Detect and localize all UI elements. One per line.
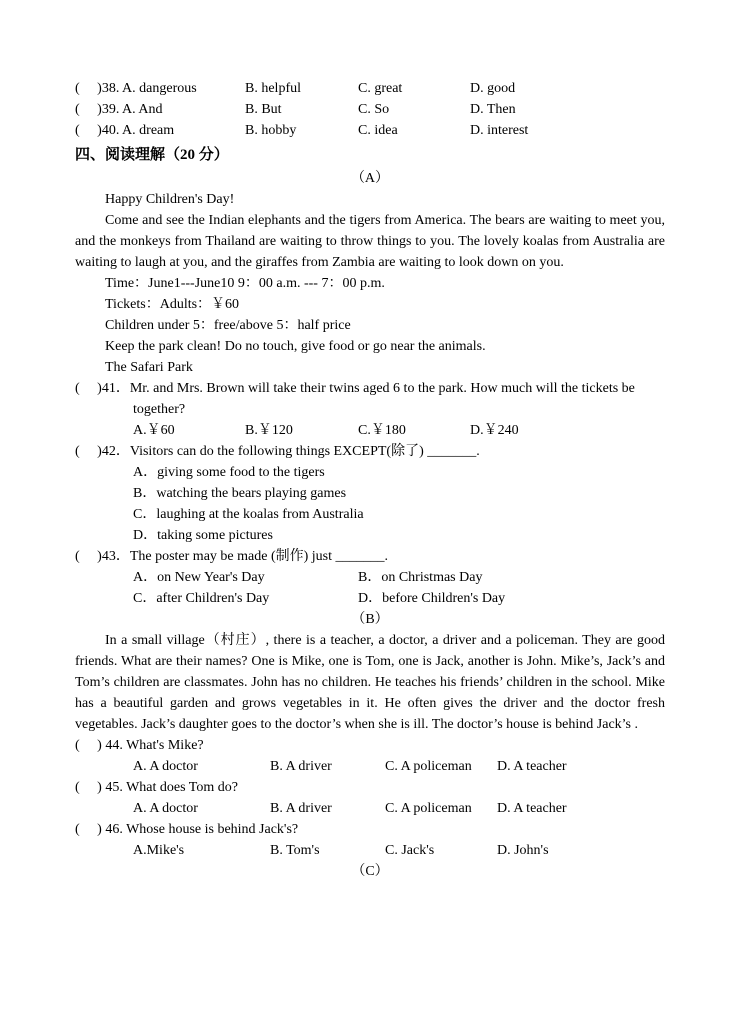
cloze-38-option-b: B. helpful — [245, 81, 301, 96]
question-43: ( )43．The poster may be made (制作) just _______. — [75, 549, 388, 564]
cloze-row-39 — [75, 99, 665, 120]
passage-b-marker: （B） — [351, 612, 389, 627]
question-45-options — [133, 798, 665, 819]
question-43-option-c: C．after Children's Day — [133, 591, 270, 606]
question-42-option-a: A．giving some food to the tigers — [133, 465, 325, 480]
question-43-options-row-1 — [133, 567, 665, 588]
question-46-option-d: D. John's — [497, 843, 549, 858]
question-45-option-a: A. A doctor — [133, 801, 198, 816]
question-43-option-a: A．on New Year's Day — [133, 570, 265, 585]
passage-a-marker: （A） — [350, 171, 390, 186]
question-46: ( ) 46. Whose house is behind Jack's? — [75, 822, 299, 837]
passage-a-info-children: Children under 5：free/above 5：half price — [105, 318, 351, 333]
passage-a-info-time: Time：June1---June10 9：00 a.m. --- 7：00 p.m. — [105, 276, 385, 291]
question-44-option-b: B. A driver — [270, 759, 332, 774]
passage-c-marker: （C） — [351, 864, 389, 879]
question-43-option-b: B．on Christmas Day — [358, 570, 483, 585]
question-45-option-d: D. A teacher — [497, 801, 567, 816]
cloze-39-option-c: C. So — [358, 102, 390, 117]
question-43-option-d: D．before Children's Day — [358, 591, 506, 606]
cloze-38-option-d: D. good — [470, 81, 516, 96]
passage-a-body: Come and see the Indian elephants and the tigers from America. The bears are waiting to meet you, and the monkeys from Thailand are waiting to throw things to you. The lovely koalas from Australia are waiting to laugh at you, and the giraffes from Zambia are waiting to look down on you. — [75, 213, 665, 270]
question-44-options — [133, 756, 665, 777]
question-41-option-b: B.￥120 — [245, 423, 293, 438]
question-41-option-a: A.￥60 — [133, 423, 175, 438]
question-46-option-c: C. Jack's — [385, 843, 435, 858]
question-44: ( ) 44. What's Mike? — [75, 738, 204, 753]
passage-a-info-tickets: Tickets：Adults：￥60 — [105, 297, 240, 312]
passage-a-title: Happy Children's Day! — [105, 192, 235, 207]
question-46-options — [133, 840, 665, 861]
question-41: ( )41．Mr. and Mrs. Brown will take their twins aged 6 to the park. How much will the tickets be together? — [75, 381, 639, 417]
passage-a-info-rules: Keep the park clean! Do no touch, give food or go near the animals. — [105, 339, 486, 354]
question-42: ( )42．Visitors can do the following things EXCEPT(除了) _______. — [75, 444, 480, 459]
question-43-options-row-2 — [133, 588, 665, 609]
question-46-option-b: B. Tom's — [270, 843, 320, 858]
question-41-options — [133, 420, 665, 441]
question-44-option-c: C. A policeman — [385, 759, 472, 774]
cloze-39-option-a: ( )39. A. And — [75, 102, 163, 117]
cloze-38-option-c: C. great — [358, 81, 403, 96]
cloze-39-option-d: D. Then — [470, 102, 516, 117]
cloze-row-38 — [75, 78, 665, 99]
passage-a-info-park-name: The Safari Park — [105, 360, 193, 375]
section-heading: 四、阅读理解（20 分） — [75, 147, 229, 163]
question-42-option-b: B．watching the bears playing games — [133, 486, 347, 501]
question-45-option-b: B. A driver — [270, 801, 332, 816]
passage-b-body: In a small village（村庄）, there is a teacher, a doctor, a driver and a policeman. They are good friends. What are their names? One is Mike, one is Tom, one is Jack, another is John. Mike’s, Jack’s and Tom’s children are classmates. John has no children. He teaches his friends’ children in the school. Mike has a beautiful garden and grows vegetables in it. He often gives the driver and the doctor fresh vegetables. Jack’s daughter goes to the doctor’s when she is ill. The doctor’s house is behind Jack’s . — [75, 633, 665, 732]
cloze-38-option-a: ( )38. A. dangerous — [75, 81, 197, 96]
question-42-option-d: D．taking some pictures — [133, 528, 273, 543]
question-45-option-c: C. A policeman — [385, 801, 472, 816]
cloze-row-40 — [75, 120, 665, 141]
question-46-option-a: A.Mike's — [133, 843, 185, 858]
cloze-39-option-b: B. But — [245, 102, 282, 117]
cloze-40-option-c: C. idea — [358, 123, 398, 138]
question-41-option-c: C.￥180 — [358, 423, 406, 438]
cloze-40-option-a: ( )40. A. dream — [75, 123, 175, 138]
question-45: ( ) 45. What does Tom do? — [75, 780, 238, 795]
question-44-option-a: A. A doctor — [133, 759, 198, 774]
cloze-40-option-d: D. interest — [470, 123, 529, 138]
question-44-option-d: D. A teacher — [497, 759, 567, 774]
cloze-40-option-b: B. hobby — [245, 123, 297, 138]
question-41-option-d: D.￥240 — [470, 423, 519, 438]
question-42-option-c: C．laughing at the koalas from Australia — [133, 507, 364, 522]
